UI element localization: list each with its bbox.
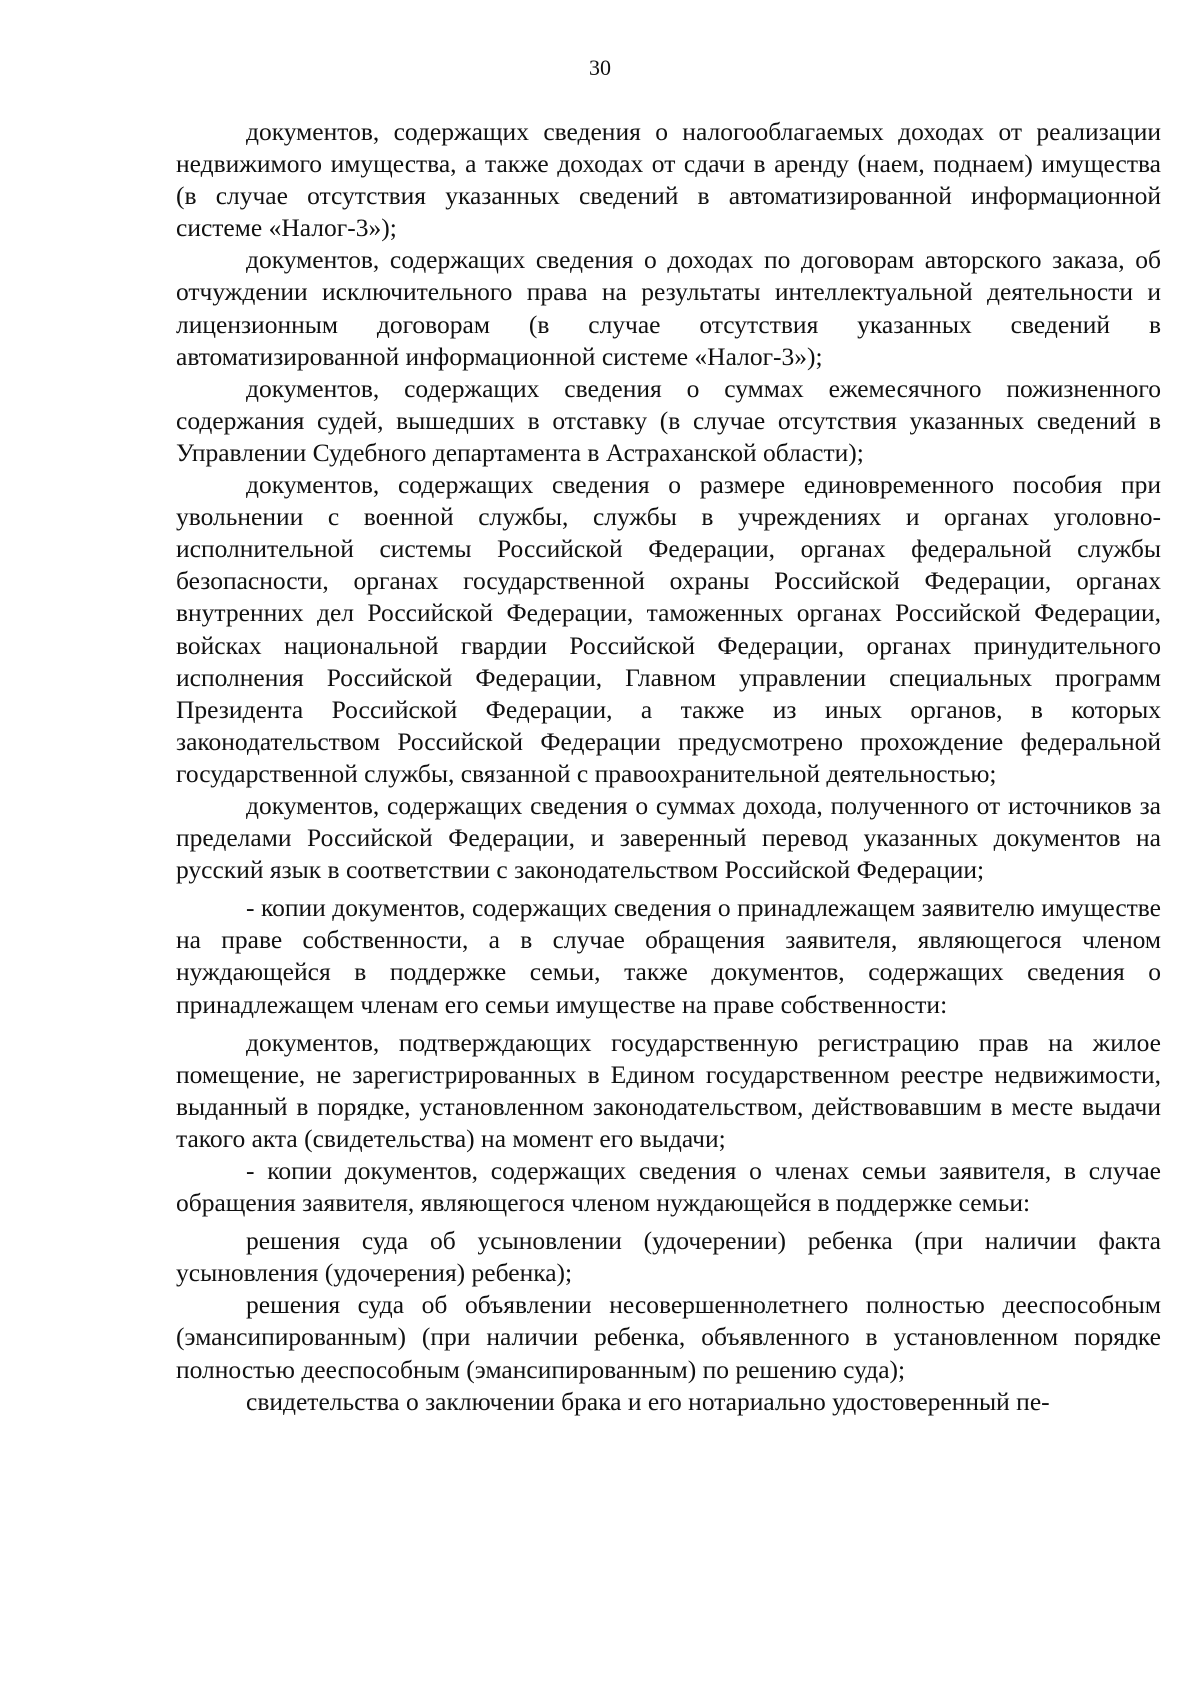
- paragraph-income-real-estate: документов, содержащих сведения о налогооблагаемых доходах от реализации недвижимого имущества, а также доходах от сдачи в аренду (наем, поднаем) имущества (в случае отсутствия указанных сведений в автоматизированной информационной системе «Налог-3»);: [176, 117, 1161, 243]
- paragraph-registration-rights: документов, подтверждающих государственную регистрацию прав на жилое помещение, не зарегистрированных в Едином государственном реестре недвижимости, выданный в порядке, установленном законодательством, действовавшим в месте выдачи такого акта (свидетельства) на момент его выдачи;: [176, 1027, 1161, 1153]
- paragraph-adoption: решения суда об усыновлении (удочерении) ребенка (при наличии факта усыновления (удочерения) ребенка);: [176, 1226, 1161, 1288]
- paragraph-author-contracts: документов, содержащих сведения о доходах по договорам авторского заказа, об отчуждении исключительного права на результаты интеллектуальной деятельности и лицензионным договорам (в случае отсутствия указанных сведений в автоматизированной информационной системе «Налог-3»);: [176, 245, 1161, 371]
- paragraph-military-allowance: документов, содержащих сведения о размере единовременного пособия при увольнении с военной службы, службы в учреждениях и органах уголовно-исполнительной системы Российской Федерации, органах федеральной службы безопасности, органах государственной охраны Российской Федерации, органах внутренних дел Российской Федерации, таможенных органах Российской Федерации, войсках национальной гвардии Российской Федерации, органах принудительного исполнения Российской Федерации, Главном управлении специальных программ Президента Российской Федерации, а также из иных органов, в которых законодательством Российской Федерации предусмотрено прохождение федеральной государственной службы, связанной с правоохранительной деятельностью;: [176, 470, 1161, 788]
- paragraph-foreign-income: документов, содержащих сведения о суммах дохода, полученного от источников за пределами Российской Федерации, и заверенный перевод указанных документов на русский язык в соответствии с законодательством Российской Федерации;: [176, 790, 1161, 885]
- page-number: 30: [589, 55, 611, 80]
- paragraph-marriage-certificate: свидетельства о заключении брака и его нотариально удостоверенный пе-: [246, 1386, 1050, 1416]
- paragraph-family-members: - копии документов, содержащих сведения о членах семьи заявителя, в случае обращения заявителя, являющегося членом нуждающейся в поддержке семьи:: [176, 1156, 1161, 1218]
- document-body: [176, 116, 1161, 1418]
- paragraph-judges-pension: документов, содержащих сведения о суммах ежемесячного пожизненного содержания судей, вышедших в отставку (в случае отсутствия указанных сведений в Управлении Судебного департамента в Астраханской области);: [176, 373, 1161, 467]
- paragraph-property-documents: - копии документов, содержащих сведения о принадлежащем заявителю имуществе на праве собственности, а в случае обращения заявителя, являющегося членом нуждающейся в поддержке семьи, также документов, содержащих сведения о принадлежащем членам его семьи имуществе на праве собственности:: [176, 893, 1161, 1019]
- paragraph-emancipation: решения суда об объявлении несовершеннолетнего полностью дееспособным (эмансипированным) (при наличии ребенка, объявленного в установленном порядке полностью дееспособным (эмансипированным) по решению суда);: [176, 1290, 1161, 1384]
